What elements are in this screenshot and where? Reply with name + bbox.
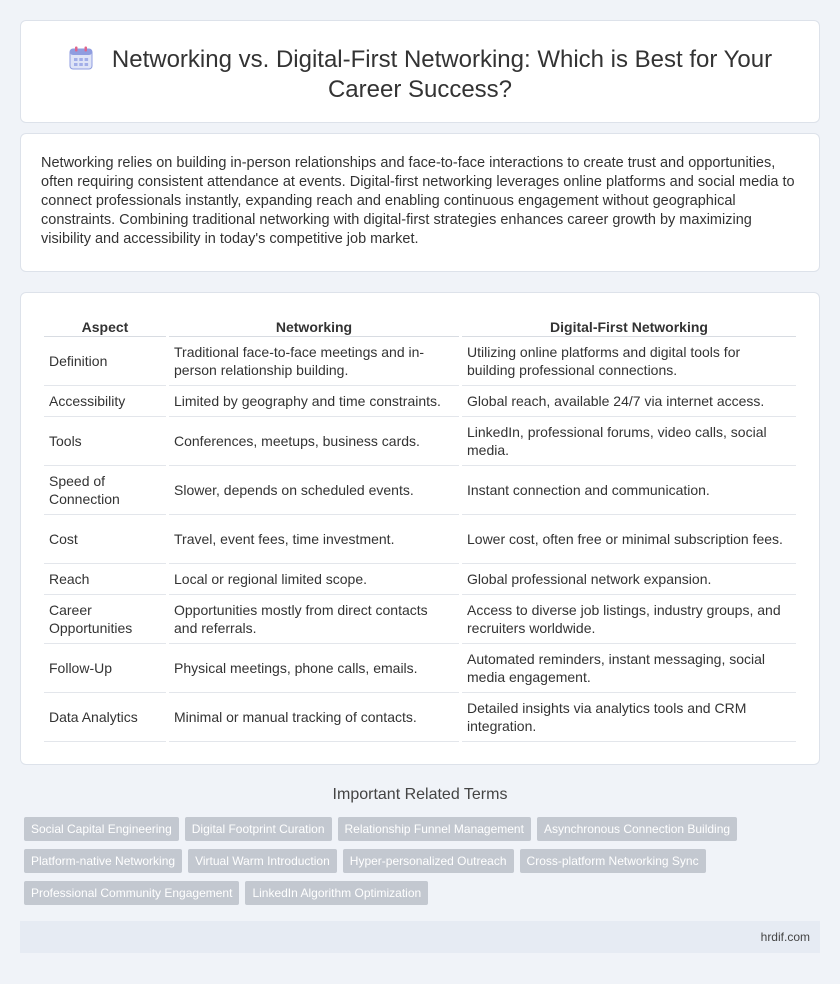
row-aspect: Follow-Up — [44, 644, 166, 693]
row-digital: Global reach, available 24/7 via internet access. — [462, 386, 796, 417]
row-networking: Traditional face-to-face meetings and in-person relationship building. — [169, 337, 459, 386]
row-aspect: Reach — [44, 564, 166, 595]
calendar-icon — [68, 45, 94, 71]
row-aspect: Career Opportunities — [44, 595, 166, 644]
header — [21, 45, 819, 105]
related-terms-row — [24, 881, 428, 905]
table-header-row — [44, 315, 796, 337]
related-term-tag[interactable]: Social Capital Engineering — [24, 817, 179, 841]
related-term-tag[interactable]: Relationship Funnel Management — [338, 817, 531, 841]
row-networking: Local or regional limited scope. — [169, 564, 459, 595]
comparison-table — [41, 315, 799, 742]
column-header-aspect: Aspect — [44, 315, 166, 337]
related-term-tag[interactable]: Platform-native Networking — [24, 849, 182, 873]
table-row — [44, 337, 796, 386]
table-row — [44, 564, 796, 595]
related-terms-row — [24, 817, 737, 841]
row-aspect: Cost — [44, 515, 166, 564]
row-aspect: Accessibility — [44, 386, 166, 417]
row-networking: Minimal or manual tracking of contacts. — [169, 693, 459, 742]
row-networking: Limited by geography and time constraints. — [169, 386, 459, 417]
row-digital: Instant connection and communication. — [462, 466, 796, 515]
row-digital: Lower cost, often free or minimal subscription fees. — [462, 515, 796, 564]
row-aspect: Data Analytics — [44, 693, 166, 742]
table-row — [44, 693, 796, 742]
column-header-networking: Networking — [169, 315, 459, 337]
row-digital: Access to diverse job listings, industry groups, and recruiters worldwide. — [462, 595, 796, 644]
related-term-tag[interactable]: Professional Community Engagement — [24, 881, 239, 905]
intro-paragraph: Networking relies on building in-person relationships and face-to-face interactions to create trust and opportunities, often requiring consistent attendance at events. Digital-first networking leverages online platforms and social media to connect professionals instantly, expanding reach and enabling continuous engagement without geographical constraints. Combining traditional networking with digital-first strategies enhances career growth by maximizing visibility and accessibility in today's competitive job market. — [41, 155, 795, 247]
related-term-tag[interactable]: Digital Footprint Curation — [185, 817, 332, 841]
page-title — [61, 45, 779, 105]
header-card — [20, 20, 820, 123]
footer — [20, 921, 820, 953]
table-row — [44, 386, 796, 417]
row-digital: Detailed insights via analytics tools and CRM integration. — [462, 693, 796, 742]
table-row — [44, 515, 796, 564]
related-terms-row — [24, 849, 706, 873]
related-term-tag[interactable]: LinkedIn Algorithm Optimization — [245, 881, 428, 905]
footer-site-link[interactable]: hrdif.com — [760, 930, 810, 944]
related-term-tag[interactable]: Hyper-personalized Outreach — [343, 849, 514, 873]
row-networking: Travel, event fees, time investment. — [169, 515, 459, 564]
row-aspect: Speed of Connection — [44, 466, 166, 515]
row-networking: Opportunities mostly from direct contacts and referrals. — [169, 595, 459, 644]
related-terms-title: Important Related Terms — [332, 786, 508, 803]
row-digital: Global professional network expansion. — [462, 564, 796, 595]
table-row — [44, 417, 796, 466]
row-aspect: Definition — [44, 337, 166, 386]
table-row — [44, 644, 796, 693]
related-term-tag[interactable]: Cross-platform Networking Sync — [520, 849, 706, 873]
table-row — [44, 466, 796, 515]
row-digital: Utilizing online platforms and digital tools for building professional connections. — [462, 337, 796, 386]
row-networking: Physical meetings, phone calls, emails. — [169, 644, 459, 693]
intro-card — [20, 133, 820, 272]
table-row — [44, 595, 796, 644]
comparison-table-card — [20, 292, 820, 765]
row-digital: Automated reminders, instant messaging, social media engagement. — [462, 644, 796, 693]
related-term-tag[interactable]: Virtual Warm Introduction — [188, 849, 337, 873]
related-term-tag[interactable]: Asynchronous Connection Building — [537, 817, 737, 841]
row-networking: Conferences, meetups, business cards. — [169, 417, 459, 466]
column-header-digital-first: Digital-First Networking — [462, 315, 796, 337]
row-aspect: Tools — [44, 417, 166, 466]
page-title-text: Networking vs. Digital-First Networking: Which is Best for Your Career Success? — [111, 46, 773, 103]
row-networking: Slower, depends on scheduled events. — [169, 466, 459, 515]
row-digital: LinkedIn, professional forums, video calls, social media. — [462, 417, 796, 466]
